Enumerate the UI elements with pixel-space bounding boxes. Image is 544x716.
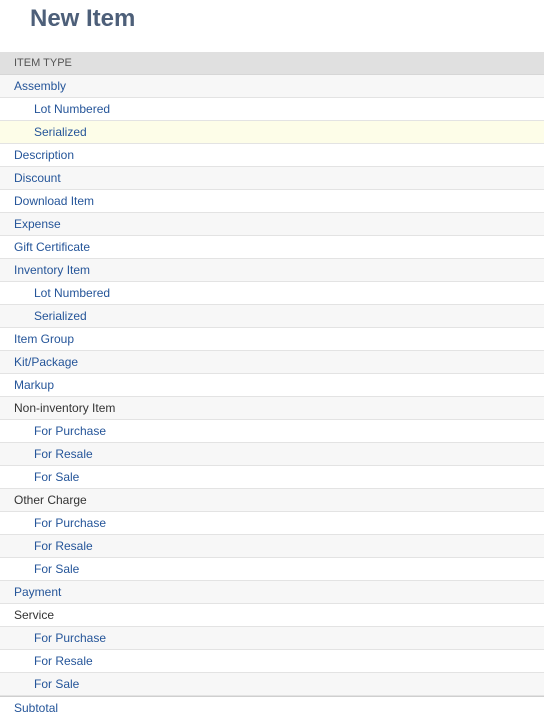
item-type-link[interactable]: Kit/Package xyxy=(14,355,79,369)
item-type-label: Non-inventory Item xyxy=(14,401,116,415)
item-type-link[interactable]: For Resale xyxy=(34,654,93,668)
list-item-type[interactable] xyxy=(0,75,544,98)
list-item-type[interactable] xyxy=(0,190,544,213)
item-type-link[interactable]: Lot Numbered xyxy=(34,286,111,300)
item-type-link[interactable]: For Purchase xyxy=(34,424,107,438)
list-item-subtype[interactable] xyxy=(0,627,544,650)
list-item-subtype[interactable] xyxy=(0,420,544,443)
item-type-link[interactable]: Discount xyxy=(14,171,61,185)
item-type-link[interactable]: Lot Numbered xyxy=(34,102,111,116)
list-item-subtype[interactable] xyxy=(0,305,544,328)
list-item-type[interactable] xyxy=(0,167,544,190)
list-item-type[interactable] xyxy=(0,328,544,351)
list-item-type[interactable] xyxy=(0,144,544,167)
list-item-type[interactable] xyxy=(0,236,544,259)
list-item-type[interactable] xyxy=(0,374,544,397)
item-type-link[interactable]: Description xyxy=(14,148,75,162)
item-type-link[interactable]: Item Group xyxy=(14,332,75,346)
list-item-subtype[interactable] xyxy=(0,512,544,535)
column-header-item-type: ITEM TYPE xyxy=(0,52,544,75)
item-type-link[interactable]: For Purchase xyxy=(34,631,107,645)
list-item-subtype[interactable] xyxy=(0,121,544,144)
list-item-subtype[interactable] xyxy=(0,466,544,489)
page-title: New Item xyxy=(30,5,136,32)
list-item-subtype[interactable] xyxy=(0,282,544,305)
item-type-link[interactable]: Assembly xyxy=(14,79,67,93)
list-item-subtype[interactable] xyxy=(0,650,544,673)
item-type-link[interactable]: Subtotal xyxy=(14,701,59,715)
item-type-label: Other Charge xyxy=(14,493,87,507)
item-type-link[interactable]: Serialized xyxy=(34,309,87,323)
list-item-type[interactable] xyxy=(0,259,544,282)
list-item-subtype[interactable] xyxy=(0,558,544,581)
list-item-subtype[interactable] xyxy=(0,535,544,558)
item-type-list xyxy=(0,75,544,716)
item-type-link[interactable]: Gift Certificate xyxy=(14,240,91,254)
item-type-link[interactable]: Download Item xyxy=(14,194,95,208)
list-item-type[interactable] xyxy=(0,581,544,604)
list-item-type[interactable] xyxy=(0,696,544,716)
item-type-link[interactable]: For Resale xyxy=(34,539,93,553)
list-item-type xyxy=(0,397,544,420)
item-type-label: Service xyxy=(14,608,55,622)
list-item-type[interactable] xyxy=(0,213,544,236)
list-item-type xyxy=(0,604,544,627)
item-type-link[interactable]: Markup xyxy=(14,378,55,392)
list-item-subtype[interactable] xyxy=(0,443,544,466)
item-type-link[interactable]: Payment xyxy=(14,585,62,599)
item-type-link[interactable]: For Sale xyxy=(34,562,80,576)
item-type-link[interactable]: For Purchase xyxy=(34,516,107,530)
item-type-link[interactable]: For Sale xyxy=(34,677,80,691)
item-type-link[interactable]: For Sale xyxy=(34,470,80,484)
item-type-table xyxy=(0,52,544,716)
list-item-subtype[interactable] xyxy=(0,98,544,121)
item-type-link[interactable]: Serialized xyxy=(34,125,87,139)
list-item-type xyxy=(0,489,544,512)
item-type-link[interactable]: Inventory Item xyxy=(14,263,91,277)
list-item-type[interactable] xyxy=(0,351,544,374)
list-item-subtype[interactable] xyxy=(0,673,544,696)
item-type-link[interactable]: For Resale xyxy=(34,447,93,461)
item-type-link[interactable]: Expense xyxy=(14,217,61,231)
